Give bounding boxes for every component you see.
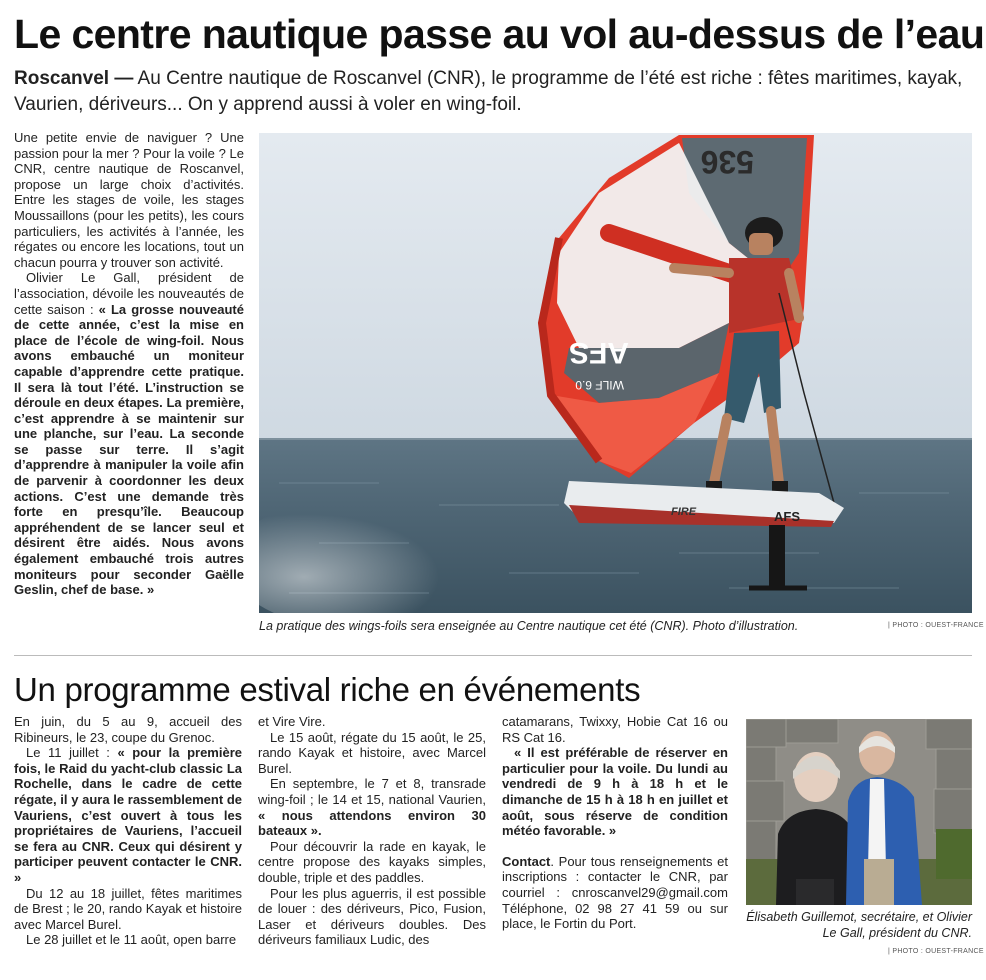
article-left-column xyxy=(14,130,244,598)
quote: « nous attendons environ 30 bateaux ». xyxy=(258,807,486,839)
paragraph: Pour les plus aguerris, il est possible de louer : des dériveurs, Pico, Fusion, Laser et dériveurs doubles. Des dériveurs familiaux Ludic, des xyxy=(258,885,486,948)
paragraph-intro: Le 11 juillet : xyxy=(26,745,118,761)
portrait-photo xyxy=(746,719,972,905)
contact-text: . Pour tous renseignements et inscriptions : contacter le CNR, par courriel : cnroscanvel29@gmail.com Téléphone, 02 98 27 41 59 ou sur place, le Fortin du Port. xyxy=(502,853,728,932)
portrait-illustration xyxy=(746,719,972,905)
paragraph-intro: Olivier Le Gall, président de l’association, dévoile les nouveautés de cette saison : xyxy=(14,270,244,317)
wing-foil-illustration xyxy=(259,133,972,613)
paragraph: Le 15 août, régate du 15 août, le 25, rando Kayak et histoire, avec Marcel Burel. xyxy=(258,729,486,776)
paragraph xyxy=(502,745,728,839)
program-column-2 xyxy=(258,714,486,948)
paragraph: catamarans, Twixxy, Hobie Cat 16 ou RS Cat 16. xyxy=(502,714,728,745)
dateline: Roscanvel — xyxy=(14,68,134,89)
section-heading: Un programme estival riche en événements xyxy=(14,671,641,708)
program-column-1 xyxy=(14,714,242,948)
quote: « La grosse nouveauté de cette année, c’est la mise en place de l’école de wing-foil. Nous avons embauché un moniteur capable d’apprendre cette pratique. Il sera là tout l’été. L’instruction se déroule en deux étapes. La première, c’est apprendre à se maintenir sur une planche, sur l’eau. La seconde se passe sur terre. Il s’agit d’apprendre à manipuler la voile afin de parvenir à coordonner les deux actions. C’est une demande très forte en presqu’île. Beaucoup appréhendent de se lancer seul et désirent être aidés. Nous avons également embauché trois autres moniteurs pour seconder Gaëlle Geslin, chef de base. » xyxy=(14,301,244,598)
contact-paragraph xyxy=(502,854,728,932)
paragraph: Une petite envie de naviguer ? Une passion pour la mer ? Pour la voile ? Le CNR, centre nautique de Roscanvel, propose un large choix d’activités. Entre les stages de voile, les stages Moussaillons (pour les petits), les cours particuliers, les activités à l’année, les régates ou encore les locations, tout un chacun pourra y trouver son activité. xyxy=(14,130,244,270)
sail-brand: AFS xyxy=(569,336,629,369)
paragraph: Pour découvrir la rade en kayak, le centre propose des kayaks simples, double, triple et des paddles. xyxy=(258,838,486,885)
quote: « pour la première fois, le Raid du yacht-club classic La Rochelle, dans le cadre de cette régate, il y aura le rassemblement de Vauriens, c’est ouvert à tous les propriétaires de Vauriens, l’accueil se fera au CNR. Ceux qui désirent y participer peuvent contacter le CNR. » xyxy=(14,745,242,885)
paragraph xyxy=(14,745,242,885)
headline: Le centre nautique passe au vol au-dessus de l’eau xyxy=(14,11,985,57)
board-brand: AFS xyxy=(774,509,800,524)
paragraph: En juin, du 5 au 9, accueil des Ribineurs, le 23, coupe du Grenoc. xyxy=(14,714,242,745)
paragraph: et Vire Vire. xyxy=(258,714,326,729)
lead-paragraph xyxy=(14,66,974,118)
paragraph xyxy=(14,270,244,597)
paragraph xyxy=(258,776,486,838)
program-column-3 xyxy=(502,714,728,932)
quote: « Il est préférable de réserver en particulier pour la voile. Du lundi au vendredi de 9 h à 18 h et le dimanche de 15 h à 18 h en juillet et août, sous réserve de condition météo favorable. » xyxy=(502,745,728,839)
sail-number: 536 xyxy=(700,144,754,180)
photo-credit: | PHOTO : OUEST-FRANCE xyxy=(888,622,984,629)
photo-caption: La pratique des wings-foils sera enseignée au Centre nautique cet été (CNR). Photo d’illustration. xyxy=(259,619,799,633)
board-model: FIRE xyxy=(671,506,697,518)
paragraph: Le 28 juillet et le 11 août, open barre xyxy=(26,932,237,948)
portrait-credit: | PHOTO : OUEST-FRANCE xyxy=(888,948,984,955)
lead-text: Au Centre nautique de Roscanvel (CNR), le programme de l’été est riche : fêtes maritimes, kayak, Vaurien, dériveurs... On y apprend aussi à voler en wing-foil. xyxy=(14,68,963,115)
paragraph-intro: En septembre, le 7 et 8, transrade wing-foil ; le 14 et 15, national Vaurien, xyxy=(258,776,486,807)
wing-foil-photo xyxy=(259,133,972,613)
paragraph: Du 12 au 18 juillet, fêtes maritimes de Brest ; le 20, rando Kayak et histoire avec Marcel Burel. xyxy=(14,885,242,932)
portrait-caption: Élisabeth Guillemot, secrétaire, et Olivier Le Gall, président du CNR. xyxy=(746,910,972,940)
contact-label: Contact xyxy=(502,853,551,869)
sail-model: WILF 6.0 xyxy=(575,378,624,392)
section-divider xyxy=(14,655,972,656)
